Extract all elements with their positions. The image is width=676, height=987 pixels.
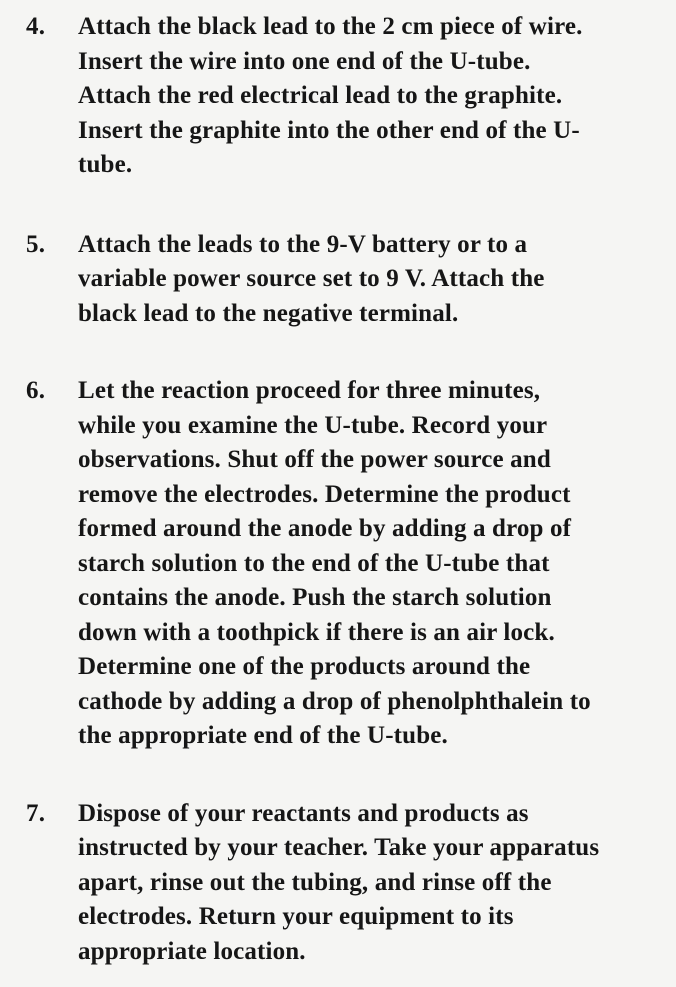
step-4-line-4: Insert the graphite into the other end of the U- [78,116,580,144]
step-4-line-3: Attach the red electrical lead to the graphite. [78,82,563,109]
step-6-line-9: Determine one of the products around the [78,653,531,680]
procedure-step-4 [26,10,660,183]
procedure-step-5 [26,228,660,332]
step-5-line-2: variable power source set to 9 V. Attach the [78,265,545,292]
step-7-text [78,797,660,970]
step-7-line-4: electrodes. Return your equipment to its [78,903,514,930]
step-6-line-3: observations. Shut off the power source and [78,446,551,473]
step-4-line-2: Insert the wire into one end of the U-tube. [78,47,531,75]
step-4-number: 4. [26,13,46,40]
step-7-line-3: apart, rinse out the tubing, and rinse off the [78,868,552,896]
step-6-number: 6. [26,377,46,404]
step-4-line-1: Attach the black lead to the 2 cm piece of wire. [78,13,583,40]
step-6-line-10: cathode by adding a drop of phenolphthalein to [78,687,591,715]
procedure-step-6 [26,374,660,754]
step-6-line-1: Let the reaction proceed for three minutes, [78,377,541,404]
step-4-text [78,10,660,183]
step-6-text [78,374,660,754]
procedure-step-7 [26,797,660,970]
step-7-number: 7. [26,799,46,827]
step-7-line-2: instructed by your teacher. Take your apparatus [78,834,600,861]
step-7-line-1: Dispose of your reactants and products as [78,799,529,827]
step-6-line-6: starch solution to the end of the U-tube that [78,549,550,577]
step-7-line-5: appropriate location. [78,937,306,965]
step-6-line-5: formed around the anode by adding a drop of [78,515,572,542]
step-4-line-5: tube. [78,151,133,178]
step-5-line-1: Attach the leads to the 9-V battery or to a [78,230,528,258]
step-5-text [78,228,660,332]
step-5-number: 5. [26,230,46,258]
step-5-line-3: black lead to the negative terminal. [78,299,459,327]
step-6-line-4: remove the electrodes. Determine the product [78,480,571,508]
step-6-line-2: while you examine the U-tube. Record your [78,411,548,439]
step-6-line-7: contains the anode. Push the starch solution [78,584,552,611]
step-6-line-8: down with a toothpick if there is an air lock. [78,618,555,646]
step-6-line-11: the appropriate end of the U-tube. [78,722,448,749]
